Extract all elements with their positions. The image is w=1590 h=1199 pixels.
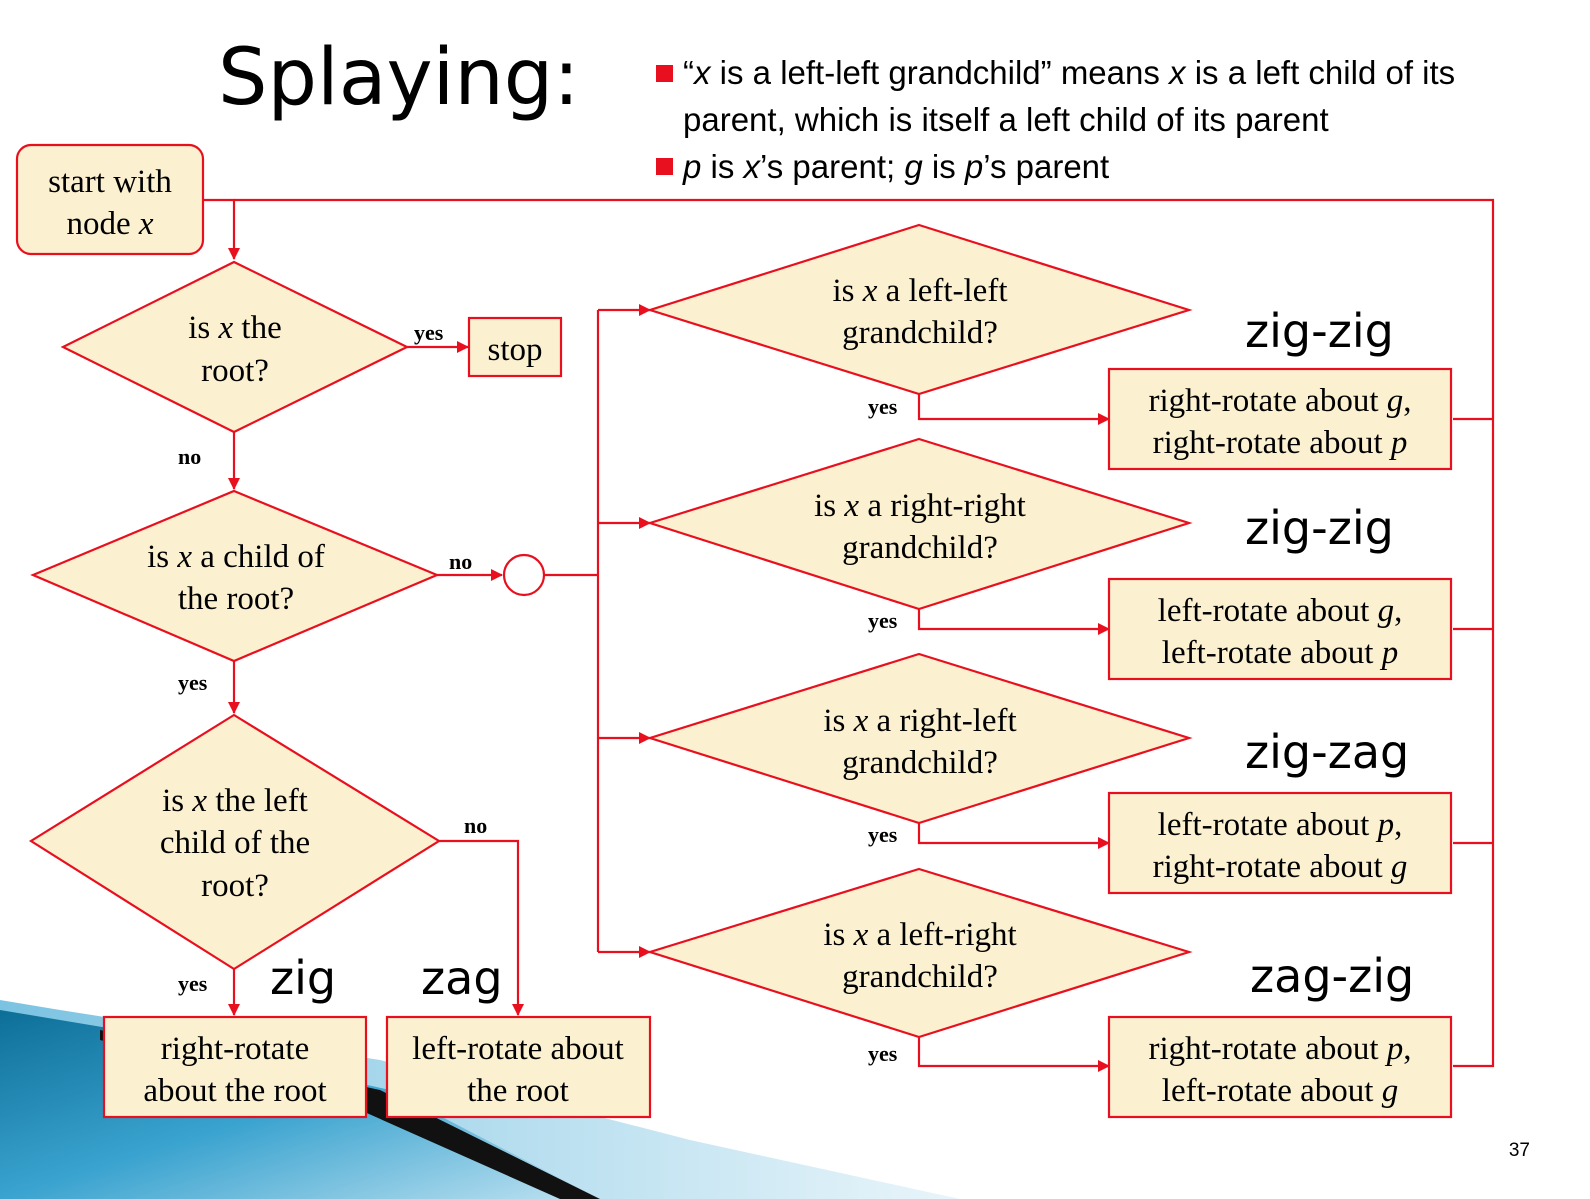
right-left-action-line-2: right-rotate about g [1152, 849, 1408, 885]
right-right-line-2: grandchild? [842, 530, 998, 566]
left-left-action-line-1: right-rotate about g, [1148, 383, 1412, 419]
left-child-line-1: is x the left [162, 783, 308, 819]
right-rotate-root-line-1: right-rotate [160, 1031, 310, 1067]
edge-label-yes: yes [178, 670, 208, 695]
left-rotate-root-line-2: the root [467, 1073, 569, 1109]
edge-label-yes: yes [178, 971, 208, 996]
right-rotate-root-node [104, 1017, 366, 1117]
slide-title: Splaying: [218, 33, 580, 123]
left-rotate-root-line-1: left-rotate about [412, 1031, 624, 1067]
notes-list [656, 54, 1455, 185]
note-line-3: p is x’s parent; g is p’s parent [683, 148, 1110, 185]
start-node-line-1: start with [48, 164, 172, 200]
right-right-line-1: is x a right-right [814, 488, 1026, 524]
bullet-icon [656, 158, 673, 175]
stop-label: stop [487, 332, 543, 368]
left-child-line-2: child of the [159, 825, 311, 861]
note-line-1: “x is a left-left grandchild” means x is a left child of its [683, 54, 1456, 91]
right-left-action-line-1: left-rotate about p, [1157, 807, 1403, 843]
right-left-action [1109, 793, 1451, 893]
case-label-zig-zig: zig-zig [1245, 501, 1394, 555]
right-rotate-root-line-2: about the root [143, 1073, 327, 1109]
right-left-line-1: is x a right-left [823, 703, 1017, 739]
slide-number: 37 [1508, 1140, 1530, 1161]
left-right-decision [650, 869, 1189, 1037]
bullet-icon [656, 65, 673, 82]
start-node [17, 145, 203, 254]
child-of-root-line-1: is x a child of [147, 539, 325, 575]
connector-circle [504, 555, 544, 595]
note-line-2: parent, which is itself a left child of its parent [683, 101, 1329, 138]
left-left-line-2: grandchild? [842, 315, 998, 351]
right-left-line-2: grandchild? [842, 745, 998, 781]
edge-label-no: no [178, 444, 202, 469]
left-right-action [1109, 1017, 1451, 1117]
right-right-action-line-1: left-rotate about g, [1157, 593, 1403, 629]
start-node-line-2: node x [66, 206, 154, 242]
is-root-line-2: root? [201, 353, 269, 389]
edge-label-yes: yes [868, 822, 898, 847]
edge-label-yes: yes [868, 1041, 898, 1066]
left-rotate-root-node [387, 1017, 650, 1117]
stop-node [469, 318, 561, 376]
left-child-line-3: root? [201, 868, 269, 904]
edge-label-no: no [449, 549, 473, 574]
left-right-action-line-2: left-rotate about g [1161, 1073, 1399, 1109]
left-right-line-2: grandchild? [842, 959, 998, 995]
case-label-zag-zig: zag-zig [1250, 949, 1415, 1003]
right-right-action-line-2: left-rotate about p [1161, 635, 1399, 671]
case-label-zig-zig: zig-zig [1245, 304, 1394, 358]
left-right-line-1: is x a left-right [823, 917, 1017, 953]
left-right-action-line-1: right-rotate about p, [1148, 1031, 1412, 1067]
is-root-line-1: is x the [188, 310, 282, 346]
left-left-line-1: is x a left-left [832, 273, 1008, 309]
right-right-action [1109, 579, 1451, 679]
case-label-zig-zag: zig-zag [1245, 725, 1410, 779]
left-child-of-root-decision [31, 715, 439, 969]
edge-label-no: no [464, 813, 488, 838]
case-label-zag: zag [421, 951, 503, 1005]
left-left-action [1109, 369, 1451, 469]
edge-label-yes: yes [868, 608, 898, 633]
case-label-zig: zig [270, 951, 337, 1005]
child-of-root-line-2: the root? [177, 581, 295, 617]
edge-label-yes: yes [868, 394, 898, 419]
edge-label-yes: yes [414, 320, 444, 345]
left-left-action-line-2: right-rotate about p [1152, 425, 1408, 461]
is-root-decision [63, 262, 407, 432]
child-of-root-decision [33, 491, 437, 661]
